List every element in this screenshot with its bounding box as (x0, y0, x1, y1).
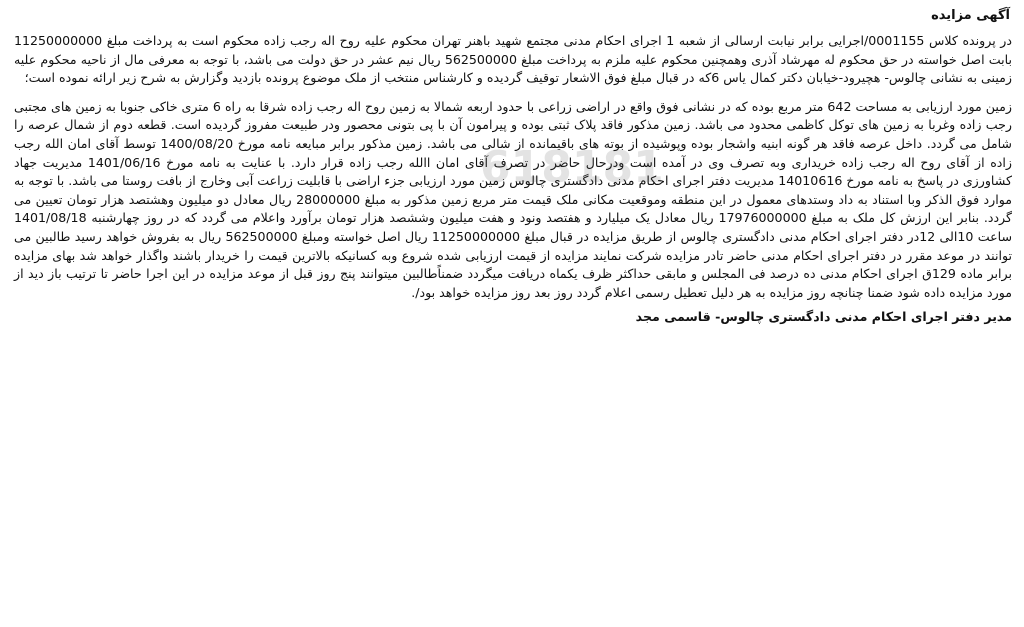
notice-paragraph-case: در پرونده کلاس 0001155/اجرایی برابر نیابت ارسالی از شعبه 1 اجرای احکام مدنی مجتمع شهید باهنر تهران محکوم علیه روح اله رجب زاده محکوم است به پرداخت مبلغ 11250000000 بابت اصل خواسته در حق محکوم له مهرشاد آذری وهمچنین محکوم علیه ملزم به پرداخت مبلغ 562500000 ریال نیم عشر در حق دولت می باشد، با توجه به معرفی مال از ناحیه محکوم علیه زمینی به نشانی چالوس- هچیرود-خیابان دکتر کمال یاس 6که در قبال مبلغ فوق الاشعار توقیف گردیده و کارشناس منتخب از ملک موضوع پرونده بازدید وگزارش به شرح زیر ارائه نموده است؛ (14, 33, 1012, 86)
watermark-number: 618181 (480, 142, 664, 193)
notice-paragraph-property: زمین مورد ارزیابی به مساحت 642 متر مربع بوده که در نشانی فوق واقع در اراضی زراعی با حدود اربعه شمالا به زمین روح اله رجب زاده شرقا به راه 6 متری خاکی جنوبا به زمین های مجتبی رجب زاده وغربا به زمین های توکل کاظمی محدود می باشد. زمین مذکور فاقد پلاک ثبتی بوده و پیرامون آن با پی بتونی محصور ودر طبیعت مفروز گردیده است. قطعه دوم از شمال عرصه را شامل می گردد. داخل عرصه فاقد هر گونه ابنیه واشجار بوده وپوشیده از بوته های باقیمانده از شالی می باشد. زمین مذکور برابر مبایعه نامه مورخ 1400/08/20 توسط آقای امان الله رجب زاده از آقای روح اله رجب زاده خریداری وبه تصرف وی در آمده است ودرحال حاضر در تصرف آقای امان االله رجب زاده قرار دارد. با عنایت به نامه مورخ 1401/06/16 مدیریت جهاد کشاورزی در پاسخ به نامه مورخ 14010616 مدیریت دفتر اجرای احکام مدنی دادگستری چالوس زمین مورد ارزیابی جزء اراضی با قابلیت زراعت آبی وخارج از بافت روستا می باشد. با توجه به موارد فوق الذکر وبا استناد به داد وستدهای معمول در این منطقه وموقعیت مکانی ملک قیمت متر مربع زمین مذکور به مبلغ 28000000 ریال معادل دو میلیون وهشتصد هزار تومان تعیین می گردد. بنابر این ارزش کل ملک به مبلغ 17976000000 ریال معادل یک میلیارد و هفتصد ونود و هفت میلیون وششصد هزار تومان برآورد واعلام می گردد که در روز چهارشنبه 1401/08/18 ساعت 10الی 12در دفتر اجرای احکام مدنی دادگستری چالوس از طریق مزایده در قبال مبلغ 11250000000 ریال اصل خواسته ومبلغ 562500000 ریال به بفروش خواهد رسید طالبین می توانند در موعد مقرر در دفتر اجرای احکام مدنی حاضر تادر مزایده شرکت نمایند مزایده از قیمت ارزیابی شده شروع وبه کسانیکه بالاترین قیمت را خریدار باشند واگذار خواهد شد بهای مزایده برابر ماده 129ق اجرای احکام مدنی ده درصد فی المجلس و مابقی حداکثر ظرف یکماه دریافت میگردد ضمناًطالبین میتوانند پنج روز قبل از موعد مزایده در این اجرا حاضر تا ترتیب باز دید از مورد مزایده داده شود ضمنا چنانچه روز مزایده به هر دلیل تعطیل رسمی اعلام گردد روز بعد روز مزایده خواهد بود/. (14, 98, 1013, 300)
notice-title: آگهی مزایده (931, 8, 1010, 23)
auction-notice (14, 6, 1012, 621)
notice-signature: مدیر دفتر اجرای احکام مدنی دادگستری چالوس- قاسمی مجد (635, 309, 1012, 325)
